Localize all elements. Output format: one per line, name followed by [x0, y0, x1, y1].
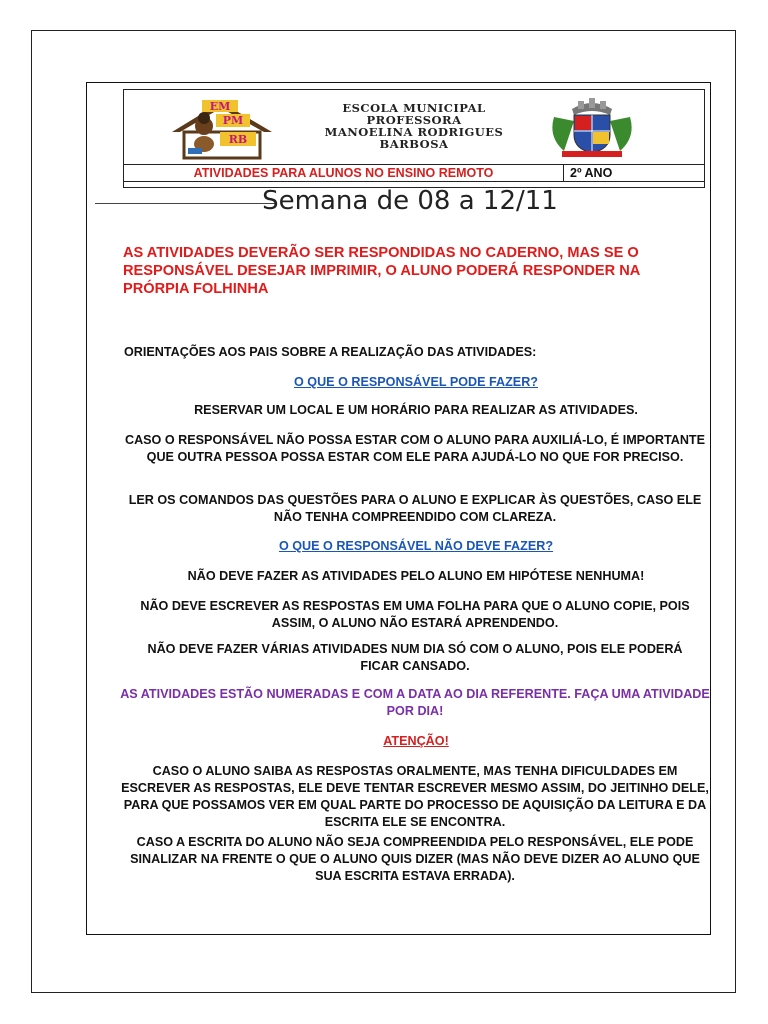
cannot-do-heading-text: O QUE O RESPONSÁVEL NÃO DEVE FAZER?	[278, 539, 554, 553]
can-do-heading-text: O QUE O RESPONSÁVEL PODE FAZER?	[294, 375, 538, 389]
logo-letters-bottom: RB	[228, 133, 248, 146]
cannot-do-item: NÃO DEVE FAZER AS ATIVIDADES PELO ALUNO EM HIPÓTESE NENHUMA!	[187, 569, 645, 583]
school-logo	[164, 96, 279, 160]
cannot-do-heading	[116, 538, 716, 555]
can-do-item: CASO O RESPONSÁVEL NÃO POSSA ESTAR COM O ALUNO PARA AUXILIÁ-LO, É IMPORTANTE QUE OUTRA PESSOA POSSA ESTAR COM ELE PARA AJUDÁ-LO NO QUE FOR PRECISO.	[124, 433, 706, 464]
school-name	[284, 102, 544, 150]
week-title: Semana de 08 a 12/11	[262, 186, 558, 216]
can-do-item: RESERVAR UM LOCAL E UM HORÁRIO PARA REALIZAR AS ATIVIDADES.	[194, 403, 638, 417]
remote-learning-label: ATIVIDADES PARA ALUNOS NO ENSINO REMOTO	[193, 166, 494, 180]
header-divider	[563, 164, 564, 182]
guidance-title: ORIENTAÇÕES AOS PAIS SOBRE A REALIZAÇÃO DAS ATIVIDADES:	[124, 345, 537, 359]
logo-letters-middle: PM	[222, 114, 244, 127]
header-divider	[124, 181, 704, 182]
attention-heading	[116, 733, 716, 750]
city-crest-icon	[544, 95, 640, 159]
school-name-line: BARBOSA	[379, 137, 449, 151]
logo-letters-top: EM	[209, 100, 231, 113]
grade-label: 2º ANO	[570, 166, 613, 180]
school-name-line: MANOELINA RODRIGUES	[324, 125, 504, 139]
can-do-item: LER OS COMANDOS DAS QUESTÕES PARA O ALUNO E EXPLICAR ÀS QUESTÕES, CASO ELE NÃO TENHA COMPREENDIDO COM CLAREZA.	[128, 493, 702, 524]
cannot-do-item: NÃO DEVE ESCREVER AS RESPOSTAS EM UMA FOLHA PARA QUE O ALUNO COPIE, POIS ASSIM, O ALUNO NÃO ESTARÁ APRENDENDO.	[140, 599, 690, 630]
attention-item: CASO O ALUNO SAIBA AS RESPOSTAS ORALMENTE, MAS TENHA DIFICULDADES EM ESCREVER AS RESPOSTAS, ELE DEVE TENTAR ESCREVER MESMO ASSIM, DO JEITINHO DELE, PARA QUE POSSAMOS VER EM QUAL PARTE DO PROCESSO DE AQUISIÇÃO DA LEITURA E DA ESCRITA ELE SE ENCONTRA.	[121, 764, 709, 829]
cannot-do-item: NÃO DEVE FAZER VÁRIAS ATIVIDADES NUM DIA SÓ COM O ALUNO, POIS ELE PODERÁ FICAR CANSADO.	[147, 642, 683, 673]
can-do-heading	[116, 374, 716, 391]
school-header	[123, 89, 705, 188]
school-name-line: ESCOLA MUNICIPAL	[342, 101, 486, 115]
instruction-text: AS ATIVIDADES DEVERÃO SER RESPONDIDAS NO CADERNO, MAS SE O RESPONSÁVEL DESEJAR IMPRIMIR, O ALUNO PODERÁ RESPONDER NA PRÓRPIA FOLHINHA	[123, 245, 640, 297]
attention-heading-text: ATENÇÃO!	[383, 734, 449, 748]
school-name-line: PROFESSORA	[366, 113, 462, 127]
numbered-note: AS ATIVIDADES ESTÃO NUMERADAS E COM A DATA AO DIA REFERENTE. FAÇA UMA ATIVIDADE POR DIA!	[120, 687, 710, 718]
attention-item: CASO A ESCRITA DO ALUNO NÃO SEJA COMPREENDIDA PELO RESPONSÁVEL, ELE PODE SINALIZAR NA FRENTE O QUE O ALUNO QUIS DIZER (MAS NÃO DEVE DIZER AO ALUNO QUE SUA ESCRITA ESTAVA ERRADA).	[130, 835, 700, 883]
